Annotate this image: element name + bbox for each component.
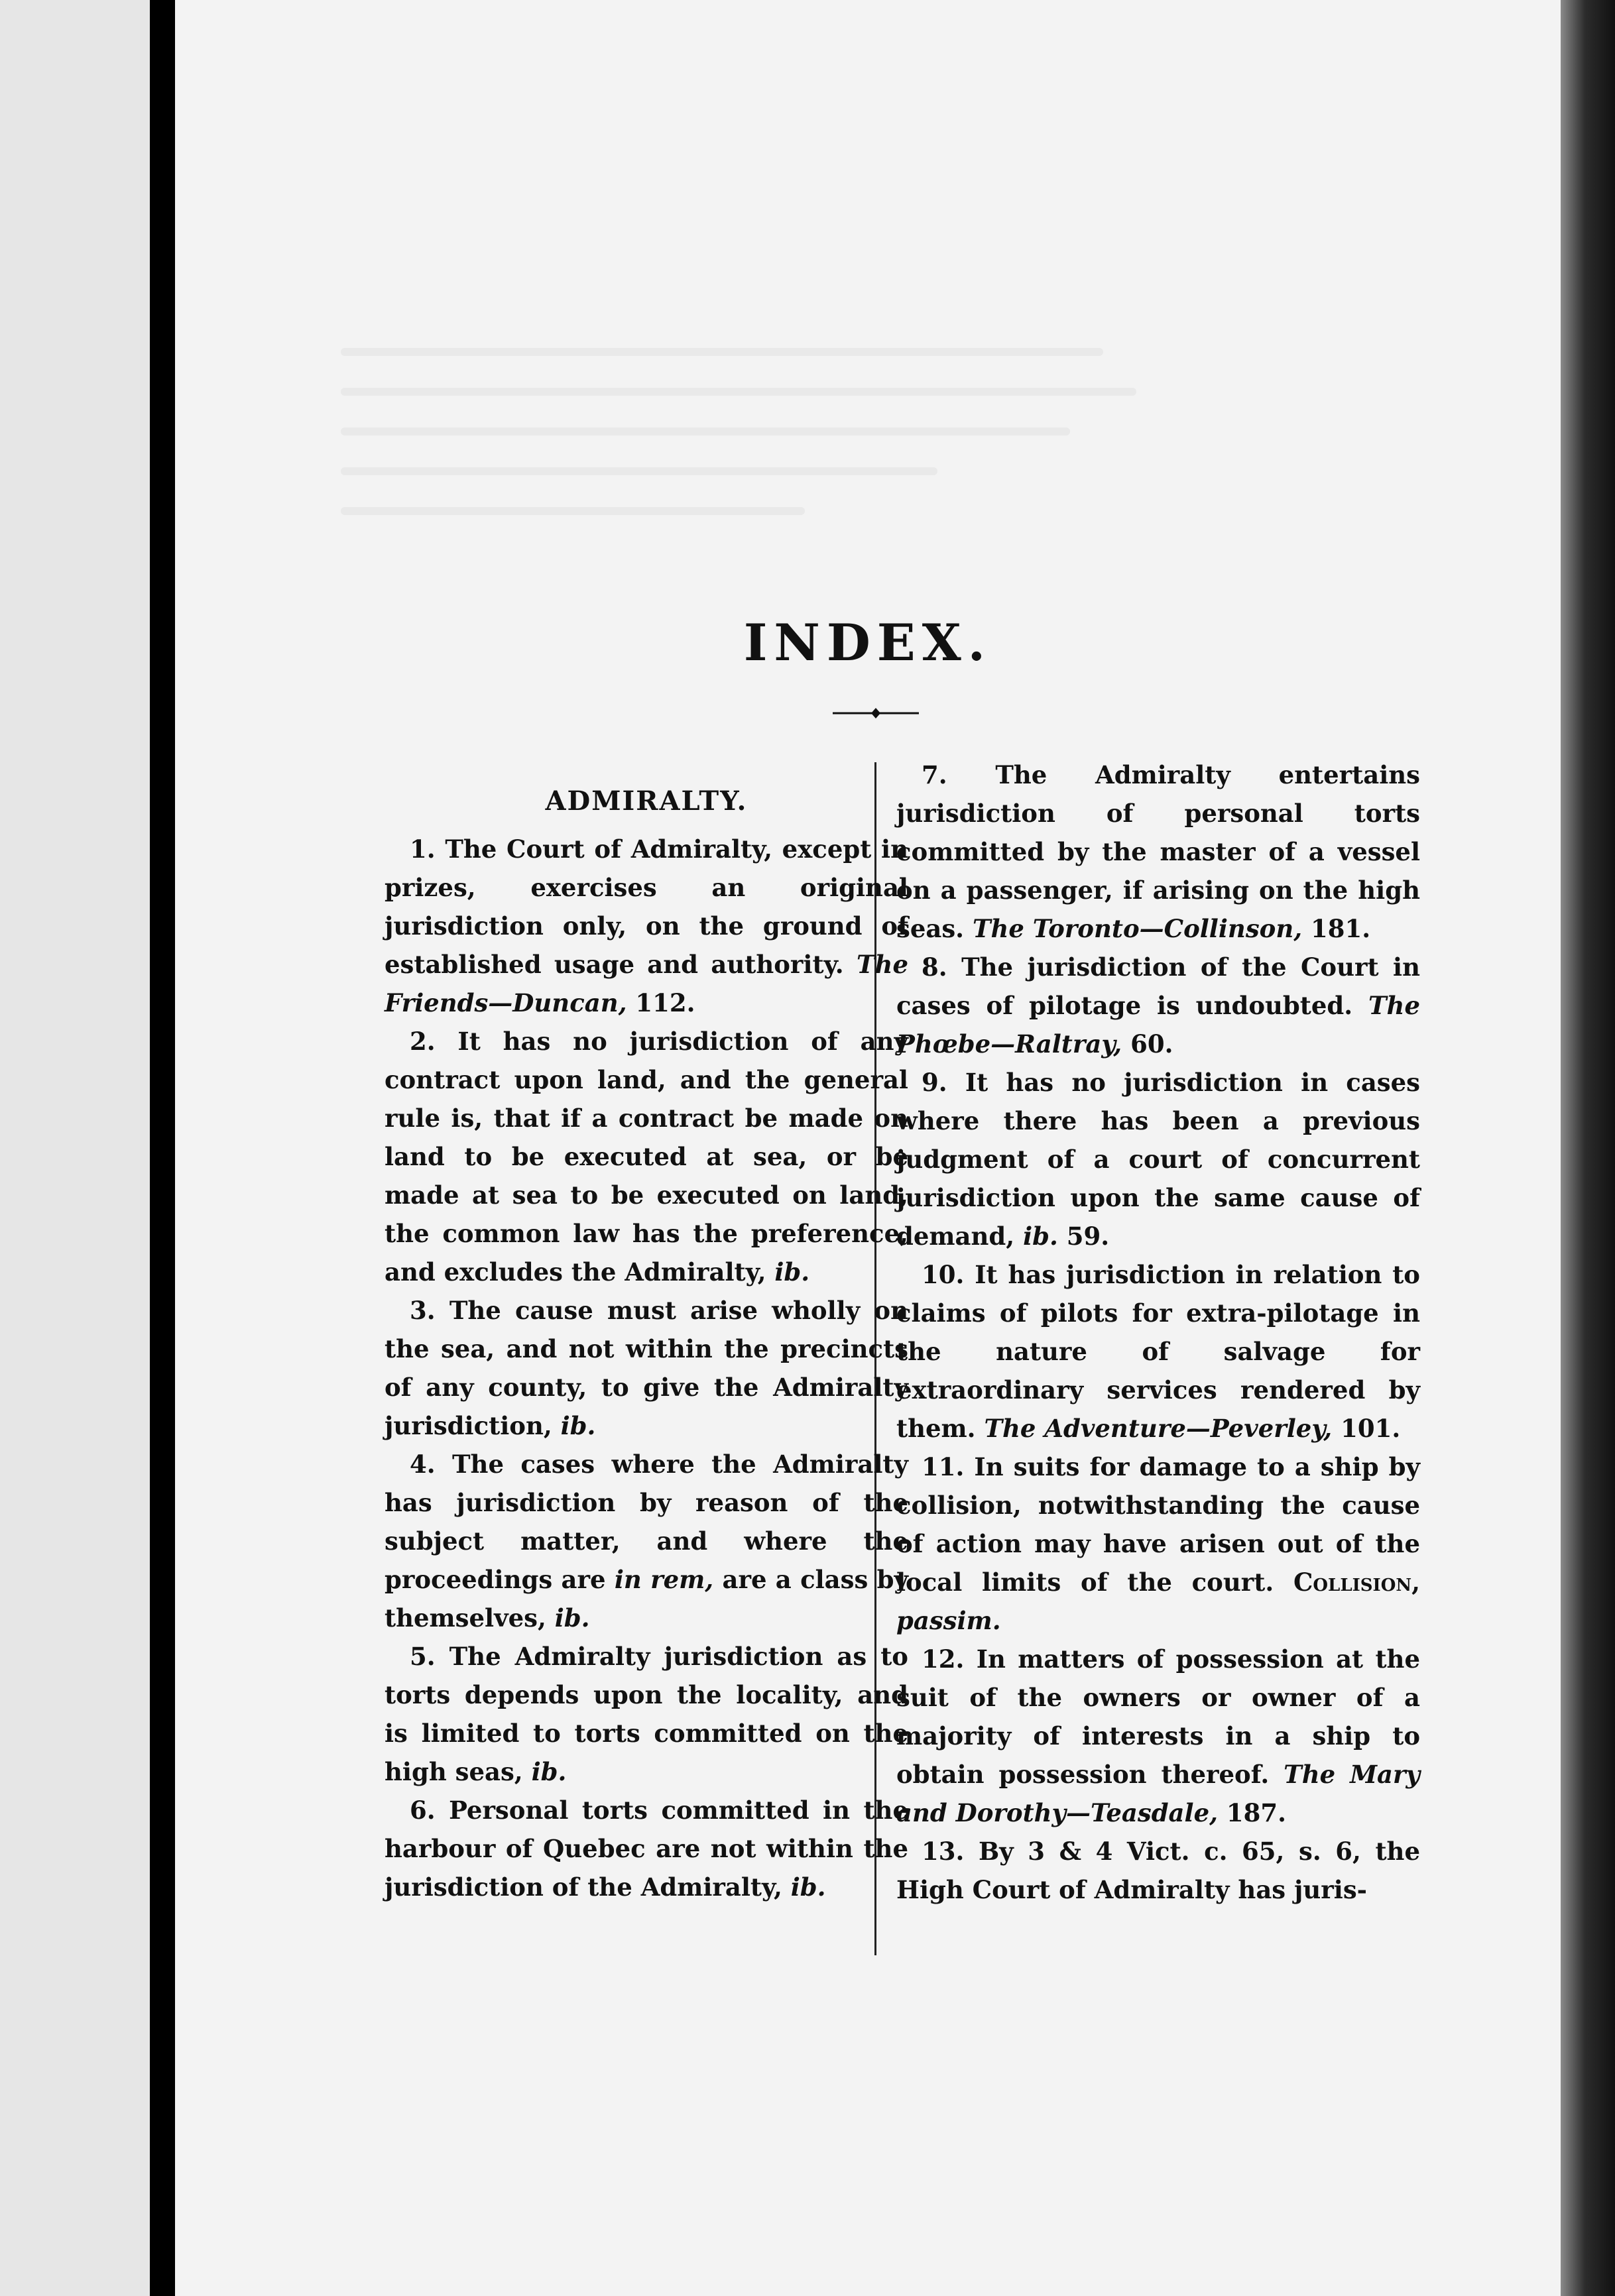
entry-text: 7. The Admiralty entertains jurisdiction of personal torts committed by the master of a vessel on a passenger, if arising on the high seas. (896, 760, 1420, 943)
entry-text: 6. Personal torts committed in the harbour of Quebec are not within the jurisdiction of the Admiralty, (385, 1796, 908, 1902)
index-entry (896, 756, 1420, 948)
entry-text: 8. The jurisdiction of the Court in cases of pilotage is undoubted. (896, 952, 1420, 1020)
bleed-through-line (341, 348, 1103, 356)
page-reference: 187. (1218, 1798, 1287, 1827)
case-citation: ib. (1023, 1222, 1058, 1251)
index-entry (385, 1291, 908, 1445)
case-citation: ib. (560, 1411, 596, 1440)
book-gutter (150, 0, 175, 2296)
case-citation: passim. (896, 1606, 1001, 1635)
case-citation: The Toronto—Collinson, (972, 914, 1303, 943)
case-citation: ib. (531, 1757, 567, 1786)
page-reference: 60. (1122, 1029, 1173, 1059)
index-entry (385, 1445, 908, 1637)
page-reference: 59. (1057, 1222, 1110, 1251)
case-citation: The Adventure—Peverley, (984, 1414, 1333, 1443)
index-entry (896, 1832, 1420, 1909)
index-entry (385, 1791, 908, 1906)
page-reference: 112. (627, 988, 695, 1017)
facing-page-edge (0, 0, 150, 2296)
case-citation: The Phœbe—Raltray, (896, 991, 1420, 1059)
index-entry (896, 1255, 1420, 1448)
latin-term: in rem, (614, 1565, 714, 1594)
index-entry (896, 1063, 1420, 1255)
case-citation: The Friends—Duncan, (385, 950, 908, 1017)
index-entry (896, 948, 1420, 1063)
index-entry (385, 1637, 908, 1791)
section-heading: ADMIRALTY. (545, 785, 748, 817)
case-citation: The Mary and Dorothy—Teasdale, (896, 1760, 1420, 1827)
right-column (896, 756, 1420, 1909)
entry-text: are a class by themselves, (385, 1565, 908, 1633)
title-ornament (833, 705, 919, 721)
bleed-through-line (341, 388, 1136, 396)
bleed-through-line (341, 507, 805, 515)
index-page (175, 0, 1561, 2296)
left-column (385, 782, 908, 1906)
index-entry (896, 1448, 1420, 1640)
case-citation: ib. (774, 1257, 810, 1287)
entry-text: 13. By 3 & 4 Vict. c. 65, s. 6, the High Court of Admiralty has juris- (896, 1837, 1420, 1904)
entry-text: 11. In suits for damage to a ship by collision, notwithstanding the cause of action may have arisen out of the local limits of the court. (896, 1452, 1420, 1597)
entry-text: 1. The Court of Admiralty, except in prizes, exercises an original jurisdiction only, on the ground of established usage and authority. (385, 834, 908, 979)
entry-text: 3. The cause must arise wholly on the sea, and not within the precincts of any county, to give the Admiralty jurisdiction, (385, 1296, 908, 1440)
case-citation: ib. (790, 1872, 826, 1902)
entry-text: 9. It has no jurisdiction in cases where there has been a previous judgment of a court of concurrent jurisdiction upon the same cause of demand, (896, 1068, 1420, 1251)
page-title: INDEX. (743, 613, 992, 672)
entry-text: 12. In matters of possession at the suit of the owners or owner of a majority of interests in a ship to obtain possession thereof. (896, 1644, 1420, 1789)
entry-text: 10. It has jurisdiction in relation to claims of pilots for extra-pilotage in the nature of salvage for extraordinary services rendered by them. (896, 1260, 1420, 1443)
index-entry (896, 1640, 1420, 1832)
entry-text: 4. The cases where the Admiralty has jurisdiction by reason of the subject matter, and where the proceedings are (385, 1450, 908, 1594)
entry-text: 2. It has no jurisdiction of any contract upon land, and the general rule is, that if a contract be made on land to be executed at sea, or be made at sea to be executed on land, the common law has the preference, and excludes the Admiralty, (385, 1027, 908, 1287)
page-edge-shadow (1561, 0, 1615, 2296)
cross-reference: Collision, (1293, 1568, 1420, 1597)
case-citation: ib. (554, 1603, 590, 1633)
index-entry (385, 830, 908, 1022)
page-reference: 101. (1332, 1414, 1401, 1443)
bleed-through-line (341, 467, 937, 475)
index-entry (385, 1022, 908, 1291)
bleed-through-line (341, 428, 1070, 435)
entry-text: 5. The Admiralty jurisdiction as to torts depends upon the locality, and is limited to torts committed on the high seas, (385, 1642, 908, 1786)
page-reference: 181. (1302, 914, 1371, 943)
